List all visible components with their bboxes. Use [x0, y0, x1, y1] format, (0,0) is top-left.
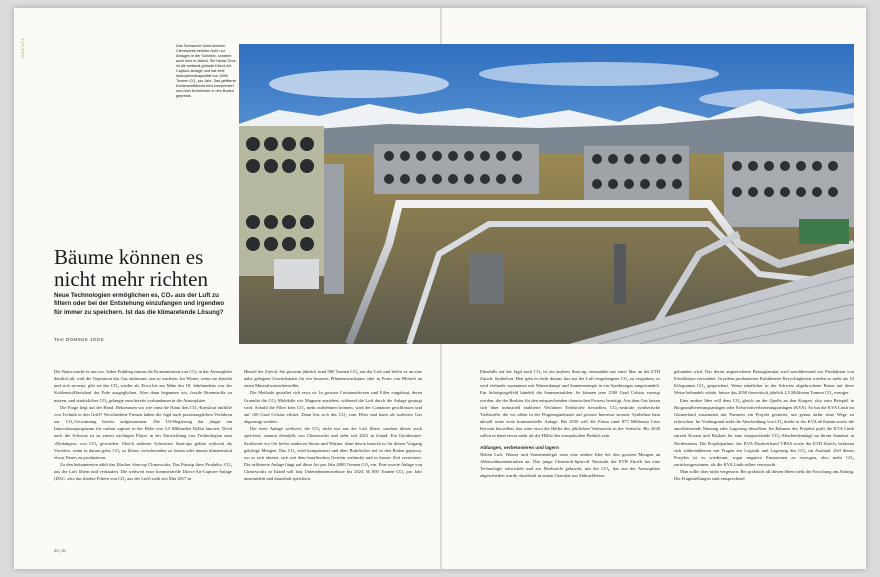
body-column-1 [54, 368, 232, 483]
body-column-2 [244, 368, 422, 483]
paragraph: Neben Luft, Wasser und Sonnenenergie setzt eine andere Idee bei den grossen Mengen an Abbruchbaumaterialien an. Das junge Cleantech-Spin-off Neustark der ETH Zürich hat eine Technologie entwickelt und zur Marktreife gebracht, mit der CO₂, das aus der Atmosphäre abgeschieden wurde, dauerhaft in einem Granulat aus Abbruchbeton [480, 451, 660, 479]
page-numbers: 50 | 51 [54, 548, 67, 553]
paragraph: Die Natur macht es uns vor. Jeden Frühling nimmt die Konzentration von CO₂ in der Atmosphäre deutlich ab, weil die Vegetation das Gas aufnimmt, um zu wachsen. Im Winter, wenn sie abstirbt und sich zersetzt, gibt sie das CO₂ wieder ab. Etwa bis zur Mitte des 18. Jahrhunderts war der Kohlenstoffkreislauf der Erde ausgeglichen. Aber dann begannen wir, fossile Brennstoffe zu nutzen, und zusätzliches CO₂ gelangte zum bereits vorhandenen in die Atmosphäre. [54, 369, 232, 403]
paragraph: gebunden wird. Das derart angereicherte Betongranulat wird anschliessend zur Produktion von Frischbeton verwendet. In jedem produzierten Kubikmeter Recyclingbeton werden so mehr als 10 Kilogramm CO₂ gespeichert. Wenn sämtlicher in der Schweiz abgebrochene Beton auf diese Weise behandelt würde, hiesse das 2050 theoretisch jährlich 2,5 Millionen Tonnen CO₂ weniger. [674, 369, 854, 396]
paragraph: Die Frage liegt auf der Hand: Bekommen wir wie einst die Natur den CO₂-Kreislauf mithilfe von Technik in den Griff? Verschiedene Firmen haben die Jagd nach praxistauglichen Verfahren zur CO₂-Gewinnung bereits aufgenommen. Die US-Regierung hat jüngst ein Innovationsprogramm für carbon capture in der Höhe von 3,5 Milliarden Dollar lanciert. Doch auch die Schweiz ist zu einem wichtigen Player in der Entwicklung von Technologien zum «Einfangen» von CO₂ geworden. Gleich mehrere Schweizer Start-ups gelten weltweit als Vorreiter, wenn es darum geht, CO₂ zu filtern, verschwinden zu lassen oder daraus klimaneutral etwas Neues zu produzieren. [54, 404, 232, 460]
body-column-3 [480, 368, 660, 479]
article-headline: Bäume können es nicht mehr richten [54, 245, 208, 291]
paragraph: Ebenfalls auf der Jagd nach CO₂ ist ein anderes Start-up, entstanden aus einer Idee an der ETH Zürich: Synhelion. Hier geht es nicht darum, das aus der Luft eingefangene CO₂ zu vergraben, es wird vielmehr zusammen mit Wasserdampf und Sonnenenergie in ein Synthesegas umgewandelt. Ein Solarspiegelfeld bündelt die Sonnenstrahlen. So können jene 1500 Grad Celsius erzeugt werden, die der Reaktor für den entsprechenden chemischen Prozess benötigt. Aus dem Gas lassen sich über industriell etablierte Verfahren Treibstoffe herstellen, CO₂-neutrale synthetische Treibstoffe, die vor allem in der Flugzeugindustrie auf grosses Interesse stossen. Synhelion baut aktuell seine erste kommerzielle Anlage. Bis 2030 will die Firma rund 875 Millionen Liter Kerosin herstellen, das wäre etwa die Hälfte des jährlichen Verbrauchs in der Schweiz. Bis 2040 sollen es dann etwas mehr als die Hälfte des europäischen Bedarfs sein. [480, 369, 660, 439]
photo-caption: Das Schweizer Unternehmen Climeworks betreibt nicht nur Anlagen in der Schweiz, sondern auch eine in Island. Sie heisst Orca, ist die weltweit grösste Direct-Air-Capture-Anlage und hat eine Absorptionskapazität von 4000 Tonnen CO₂ pro Jahr. Das gefilterte Kohlenstoffdioxid wird komprimiert und über Bohrlöcher in den Boden gepresst. [176, 44, 237, 98]
section-tag: ÖKO NTZ [20, 38, 25, 58]
paragraph: Hinwil bei Zürich. Sie gewinnt jährlich rund 900 Tonnen CO₂ aus der Luft und liefert es an eine nahe gelegene Gewächshaus für ein besseres Pflanzenwachstum oder in Form von Blöterli an einen Mineralwasserhersteller. [244, 369, 422, 389]
paragraph: Die erste Anlage weltweit, die CO₂ nicht nur aus der Luft filtert, sondern dieses auch speichert, stammt ebenfalls von Climeworks und steht seit 2021 in Island. Ein Geothermie-Kraftwerk vor Ort liefert sauberen Strom und Wärme, denn davon braucht es für diesen Vorgang gehörige Mengen. Das CO₂ wird komprimiert und über Bohrlöcher tief in den Boden gepresst, wo es sich absetzt, sich mit dem basaltischen Gestein verbindet und in kurzer Zeit versteinert. Die raffinierte Anlage fängt auf diese Art pro Jahr 4000 Tonnen CO₂ ein. Eine zweite Anlage von Climeworks in Island soll laut Unternehmenswebsite bis 2024 36 000 Tonnen CO₂ pro Jahr umwandeln und dauerhaft speichern. [244, 426, 422, 482]
magazine-spread [14, 8, 866, 569]
body-column-4 [674, 368, 854, 483]
plant-illustration [239, 44, 854, 344]
paragraph: Die Methode gestaltet sich etwa so: In grossen Containerboxen sind Filter eingebaut, deren Granulat die CO₂-Moleküle wie Magnete anziehen, während die Luft durch die Anlage gesaugt wird. Sobald die Filter kein CO₂ mehr aufnehmen können, wird der Container geschlossen und auf 100 Grad Celsius erhitzt. Dann löst sich das CO₂ vom Filter und kann als isoliertes Gas abgesaugt werden. [244, 390, 422, 425]
paragraph: Zu den bekanntesten zählt das Zürcher Start-up Climeworks. Das Prinzip ihres Produkts: CO₂ aus der Luft filtern und verkaufen. Die weltweit erste kommerzielle Direct-Air-Capture-Anlage (DAC, also das direkte Filtern von CO₂ aus der Luft) steht seit Mai 2017 in [54, 462, 232, 482]
hero-photo-climeworks-plant [239, 44, 854, 344]
article-deck: Neue Technologien ermöglichen es, CO₂ aus der Luft zu filtern oder bei der Entstehung einzufangen und irgendwo für immer zu speichern. Ist das die klimaretende Lösung? [54, 292, 225, 316]
subheading: Abfangen, verbetonieren und lagern [480, 444, 559, 450]
byline: Text DOMINIK JOOS [54, 337, 104, 342]
paragraph: Eine andere Idee will dem CO₂ gleich an der Quelle an den Kragen, also zum Beispiel in Biogasaufbereitungsanlagen oder Kehrrichtverbrennungsanlagen (KVA). So hat die KVA Linth im Glarnerland zusammen mit Partnern ein Projekt gestartet, um genau dafür neue Wege zu erforschen. Im Vordergrund steht die Abscheidung von CO₂ direkt in der KVA ab Kamin sowie die anschliessende Nutzung oder Lagerung desselben. Im Rahmen des Projekts prüft die KVA Linth zurzeit Kosten und Risiken für eine entsprechende CO₂-Abscheideanlage an ihrem Standort in Niederurnen. Die Projektpartner, der KVA-Dachverband VBSA sowie die ETH Zürich, befassen sich währenddessen mit Fragen zur Logistik und Lagerung des CO₂ im Ausland. Ziel dieses Projekts ist es wiederum, sogar negative Emissionen zu erzeugen, also mehr CO₂ zurückzugewinnen, als die KVA Linth selber verursacht. [674, 397, 854, 468]
paragraph: Man sollte aber nicht vergessen: Bei praktisch all diesen Ideen steht die Forschung am Anfang. Die Fragestellungen sind entsprechend [674, 469, 854, 482]
